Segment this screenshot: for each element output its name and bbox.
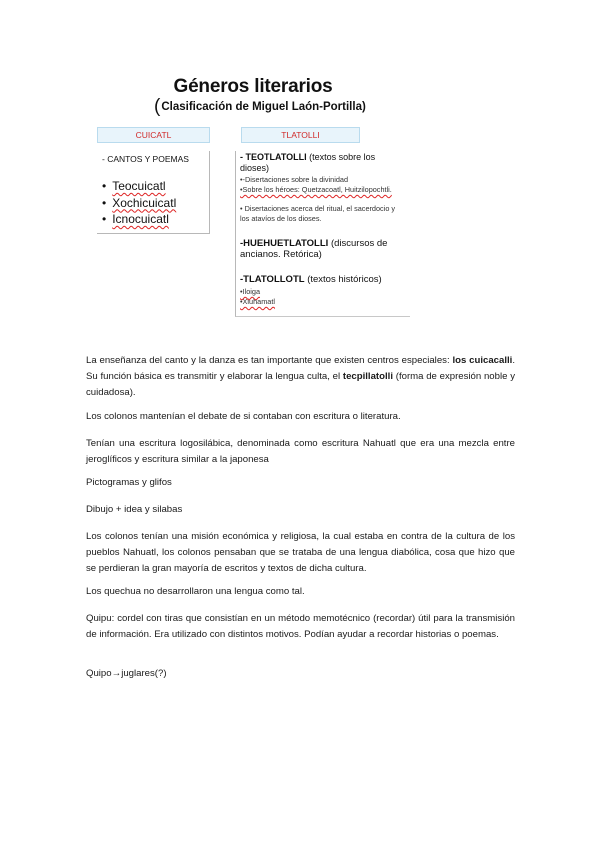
subtitle-paren: ( — [154, 96, 161, 117]
paragraph-escritura: Tenían una escritura logosilábica, denominada como escritura Nahuatl que era una mezcla entre jeroglíficos y escritura similar a la japonesa — [86, 438, 515, 465]
cuicatl-box — [97, 151, 210, 234]
paragraph-dibujo: Dibujo + idea y silabas — [86, 504, 183, 515]
tlatollotl-sub-1: •Iloiga — [240, 287, 260, 296]
teotlatolli-heading: - TEOTLATOLLI (textos sobre los dioses) — [240, 152, 376, 173]
list-item: • Icnocuicatl — [102, 212, 169, 226]
slide-subtitle — [154, 96, 366, 118]
cuicatl-intro: - CANTOS Y POEMAS — [102, 154, 189, 164]
tlatollotl-sub-2: •Xiuhamatl — [240, 297, 276, 306]
list-item: • Xochicuicatl — [102, 195, 177, 210]
slide-figure — [94, 72, 412, 317]
cuicatl-heading: CUICATL — [97, 127, 210, 143]
tlatolli-box — [235, 151, 410, 317]
paragraph-quechua: Los quechua no desarrollaron una lengua como tal. — [86, 586, 305, 597]
huehuetlatolli-entry: -HUEHUETLATOLLI (discursos de ancianos. Retórica) — [240, 238, 388, 260]
paragraph-pictogramas: Pictogramas y glifos — [86, 477, 172, 488]
teotlatolli-sub-1: •-Disertaciones sobre la divinidad — [240, 175, 349, 184]
teotlatolli-sub-3: • Disertaciones acerca del ritual, el sacerdocio y los atavíos de los dioses. — [240, 204, 396, 223]
tlatollotl-entry: -TLATOLLOTL (textos históricos) — [240, 274, 382, 285]
paragraph-colonos: Los colonos tenían una misión económica y religiosa, la cual estaba en contra de la cultura de los pueblos Nahuatl, los colonos pensaban que se trataba de una lengua diabólica, cosa que hizo que se perdieran la gran mayoría de escritos y textos de dicha cultura. — [86, 531, 515, 574]
cuicatl-list — [102, 178, 176, 228]
subtitle-text: Clasificación de Miguel Laón-Portilla) — [161, 101, 366, 113]
tlatolli-heading: TLATOLLI — [241, 127, 360, 143]
paragraph-cuicacalli: La enseñanza del canto y la danza es tan importante que existen centros especiales: los cuicacalli. Su función básica es transmitir y elaborar la lengua culta, el tecpillatolli (forma de expresión noble y cuidadosa). — [86, 355, 515, 398]
teotlatolli-sub-2: •Sobre los héroes: Quetzacoatl, Huitzilopochtli. — [240, 185, 392, 194]
paragraph-quipo: Quipo→juglares(?) — [86, 668, 167, 679]
slide-title: Géneros literarios — [173, 76, 333, 97]
paragraph-debate: Los colonos mantenían el debate de si contaban con escritura o literatura. — [86, 411, 401, 422]
list-item: • Teocuicatl — [102, 179, 166, 193]
paragraph-quipu: Quipu: cordel con tiras que consistían en un método memotécnico (recordar) útil para la transmisión de información. Era utilizado con distintos motivos. Podían ayudar a recordar historias o poemas. — [86, 613, 515, 640]
